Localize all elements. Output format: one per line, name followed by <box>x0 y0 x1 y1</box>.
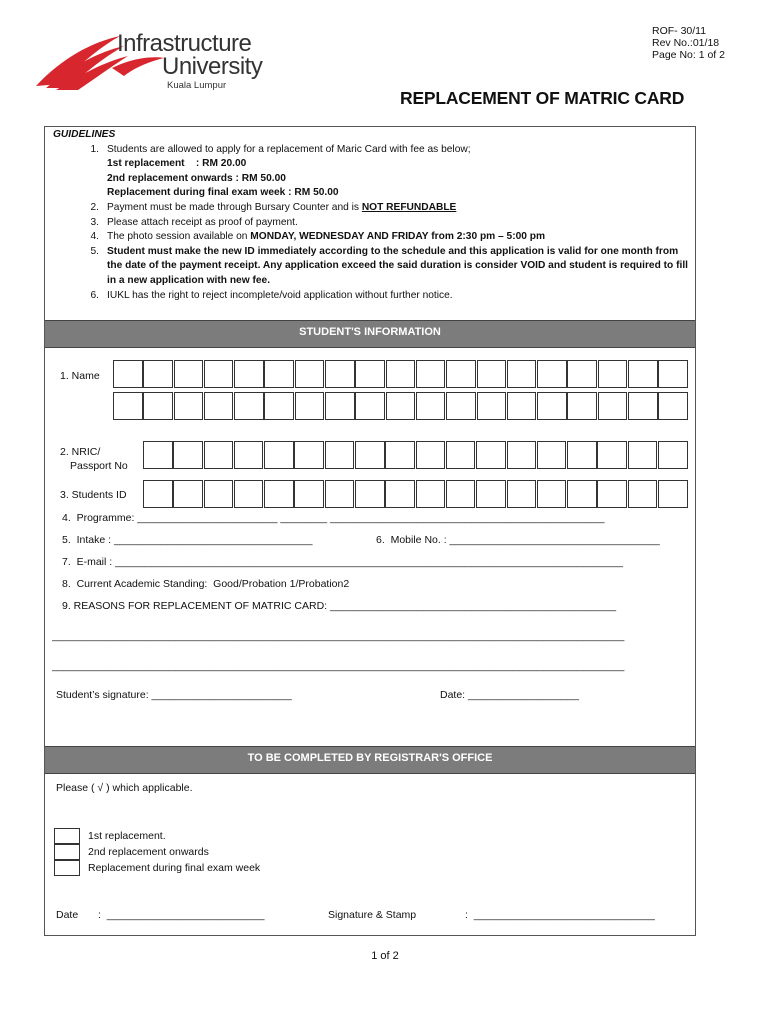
char-box[interactable] <box>446 480 476 508</box>
char-box[interactable] <box>628 392 658 420</box>
char-box[interactable] <box>386 360 416 388</box>
fee-line-1: 1st replacement : RM 20.00 <box>107 158 247 170</box>
char-box[interactable] <box>476 480 506 508</box>
option-final-exam: Replacement during final exam week <box>88 862 261 874</box>
char-box[interactable] <box>446 360 476 388</box>
char-box[interactable] <box>264 480 294 508</box>
char-box[interactable] <box>294 441 324 469</box>
academic-standing-field[interactable]: 8. Current Academic Standing: Good/Probation 1/Probation2 <box>62 578 350 590</box>
nric-label-line1: 2. NRIC/ <box>60 446 101 458</box>
programme-field[interactable]: 4. Programme: ________________________ ________ _______________________________________________ <box>62 512 605 524</box>
signature-stamp-field[interactable]: : _______________________________ <box>465 909 655 921</box>
guidelines-heading: GUIDELINES <box>53 129 116 140</box>
char-box[interactable] <box>204 480 234 508</box>
char-box[interactable] <box>204 360 234 388</box>
char-box[interactable] <box>446 392 476 420</box>
char-box[interactable] <box>567 360 597 388</box>
char-box[interactable] <box>537 441 567 469</box>
nric-grid[interactable] <box>143 441 688 469</box>
char-box[interactable] <box>204 392 234 420</box>
guideline-num: 5. <box>90 245 99 257</box>
registrar-instruction: Please ( √ ) which applicable. <box>56 782 193 794</box>
char-box[interactable] <box>597 480 627 508</box>
char-box[interactable] <box>234 441 264 469</box>
char-box[interactable] <box>507 360 537 388</box>
logo-line2: University <box>162 53 263 80</box>
name-grid-row1[interactable] <box>113 360 689 388</box>
guideline-text: Please attach receipt as proof of payment. <box>107 216 298 228</box>
char-box[interactable] <box>113 360 143 388</box>
guidelines <box>53 128 693 303</box>
char-box[interactable] <box>325 360 355 388</box>
not-refundable-emphasis: NOT REFUNDABLE <box>361 201 457 213</box>
char-box[interactable] <box>567 392 597 420</box>
nric-label-line2: Passport No <box>70 460 128 472</box>
char-box[interactable] <box>325 392 355 420</box>
char-box[interactable] <box>537 392 567 420</box>
char-box[interactable] <box>143 392 173 420</box>
char-box[interactable] <box>416 441 446 469</box>
char-box[interactable] <box>567 441 597 469</box>
char-box[interactable] <box>476 441 506 469</box>
char-box[interactable] <box>658 480 688 508</box>
char-box[interactable] <box>204 441 234 469</box>
char-box[interactable] <box>325 480 355 508</box>
char-box[interactable] <box>325 441 355 469</box>
char-box[interactable] <box>507 392 537 420</box>
char-box[interactable] <box>143 480 173 508</box>
page-no: Page No: 1 of 2 <box>652 49 725 61</box>
char-box[interactable] <box>173 441 203 469</box>
char-box[interactable] <box>234 360 264 388</box>
char-box[interactable] <box>386 392 416 420</box>
checkbox-final-exam[interactable] <box>54 860 80 876</box>
char-box[interactable] <box>355 480 385 508</box>
document-code-block <box>652 25 725 61</box>
char-box[interactable] <box>628 360 658 388</box>
char-box[interactable] <box>507 480 537 508</box>
doc-code: ROF- 30/11 <box>652 25 707 37</box>
char-box[interactable] <box>143 360 173 388</box>
registrar-date-field[interactable]: : ___________________________ <box>98 909 265 921</box>
students-id-label: 3. Students ID <box>60 489 127 501</box>
char-box[interactable] <box>658 360 688 388</box>
guideline-num: 1. <box>90 143 99 155</box>
char-box[interactable] <box>658 441 688 469</box>
char-box[interactable] <box>143 441 173 469</box>
char-box[interactable] <box>507 441 537 469</box>
char-box[interactable] <box>628 480 658 508</box>
reason-line-1[interactable]: __________________________________________________________________________________________________ <box>52 630 625 642</box>
registrar-date-label: Date <box>56 909 79 921</box>
fee-line-3: Replacement during final exam week : RM 50.00 <box>107 187 339 199</box>
char-box[interactable] <box>295 360 325 388</box>
char-box[interactable] <box>264 441 294 469</box>
reasons-field[interactable]: 9. REASONS FOR REPLACEMENT OF MATRIC CARD: _________________________________________________ <box>62 600 617 612</box>
char-box[interactable] <box>385 441 415 469</box>
char-box[interactable] <box>264 360 294 388</box>
guideline-3 <box>53 216 693 231</box>
char-box[interactable] <box>628 441 658 469</box>
guideline-1 <box>53 143 693 201</box>
char-box[interactable] <box>537 360 567 388</box>
char-box[interactable] <box>234 480 264 508</box>
char-box[interactable] <box>567 480 597 508</box>
option-1st-replacement: 1st replacement. <box>88 830 166 842</box>
char-box[interactable] <box>598 392 628 420</box>
students-id-grid[interactable] <box>143 480 688 508</box>
checkbox-1st-replacement[interactable] <box>54 828 80 844</box>
char-box[interactable] <box>416 480 446 508</box>
char-box[interactable] <box>113 392 143 420</box>
signature-stamp-label: Signature & Stamp <box>328 909 417 921</box>
char-box[interactable] <box>174 392 204 420</box>
guideline-2 <box>53 201 693 216</box>
guideline-text: Payment must be made through Bursary Counter and is <box>107 201 362 213</box>
name-grid-row2[interactable] <box>113 392 689 420</box>
guideline-num: 3. <box>90 216 99 228</box>
char-box[interactable] <box>174 360 204 388</box>
guideline-num: 4. <box>90 231 99 243</box>
char-box[interactable] <box>264 392 294 420</box>
guideline-text: Student must make the new ID immediately according to the schedule and this application is valid for one month from the date of the payment receipt. Any application exceed the said duration is consider VOID and student is required to fill in a new application with new fee. <box>107 245 688 286</box>
char-box[interactable] <box>416 392 446 420</box>
guideline-text: IUKL has the right to reject incomplete/void application without further notice. <box>107 289 453 301</box>
option-2nd-replacement: 2nd replacement onwards <box>88 846 209 858</box>
char-box[interactable] <box>658 392 688 420</box>
guideline-num: 6. <box>90 289 99 301</box>
student-info-bar: STUDENT'S INFORMATION <box>45 320 695 348</box>
logo-line3: Kuala Lumpur <box>167 80 227 91</box>
mobile-field[interactable]: 6. Mobile No. : ____________________________________ <box>376 534 660 546</box>
char-box[interactable] <box>355 392 385 420</box>
char-box[interactable] <box>385 480 415 508</box>
char-box[interactable] <box>446 441 476 469</box>
logo-line1: Infrastructure <box>117 30 252 57</box>
reason-line-2[interactable]: __________________________________________________________________________________________________ <box>52 660 625 672</box>
char-box[interactable] <box>294 480 324 508</box>
char-box[interactable] <box>416 360 446 388</box>
intake-field[interactable]: 5. Intake : __________________________________ <box>62 534 313 546</box>
email-field[interactable]: 7. E-mail : _______________________________________________________________________________________ <box>62 556 624 568</box>
nric-label <box>60 445 128 473</box>
student-date-field[interactable]: Date: ___________________ <box>440 689 579 701</box>
student-signature-field[interactable]: Student’s signature: ________________________ <box>56 689 292 701</box>
char-box[interactable] <box>173 480 203 508</box>
form-title: REPLACEMENT OF MATRIC CARD <box>400 88 685 108</box>
checkbox-2nd-replacement[interactable] <box>54 844 80 860</box>
rev-no: Rev No.:01/18 <box>652 37 720 49</box>
guideline-text: The photo session available on <box>107 231 251 243</box>
name-label: 1. Name <box>60 370 100 382</box>
guideline-5 <box>53 245 693 289</box>
guideline-num: 2. <box>90 201 99 213</box>
char-box[interactable] <box>597 441 627 469</box>
char-box[interactable] <box>355 441 385 469</box>
char-box[interactable] <box>355 360 385 388</box>
char-box[interactable] <box>477 392 507 420</box>
registrar-bar: TO BE COMPLETED BY REGISTRAR'S OFFICE <box>45 746 695 774</box>
char-box[interactable] <box>477 360 507 388</box>
page-number: 1 of 2 <box>371 950 399 962</box>
char-box[interactable] <box>598 360 628 388</box>
char-box[interactable] <box>537 480 567 508</box>
photo-session-emphasis: MONDAY, WEDNESDAY AND FRIDAY from 2:30 pm – 5:00 pm <box>250 231 546 243</box>
char-box[interactable] <box>234 392 264 420</box>
guideline-text: Students are allowed to apply for a replacement of Maric Card with fee as below; <box>107 143 471 155</box>
char-box[interactable] <box>295 392 325 420</box>
guideline-6 <box>53 289 693 304</box>
fee-line-2: 2nd replacement onwards : RM 50.00 <box>107 172 286 184</box>
guideline-4 <box>53 230 693 245</box>
